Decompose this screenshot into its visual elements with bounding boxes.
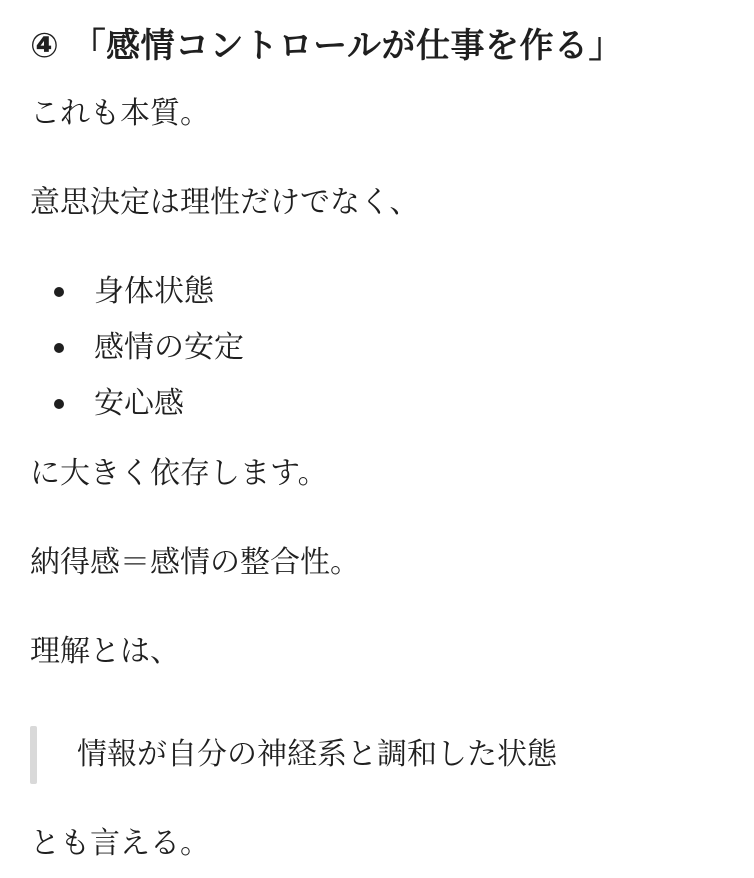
quote-bar bbox=[30, 726, 37, 784]
paragraph-conviction: 納得感＝感情の整合性。 bbox=[30, 545, 360, 580]
paragraph-dependence: に大きく依存します。 bbox=[30, 456, 328, 491]
blockquote bbox=[30, 726, 710, 784]
list-item-text: 安心感 bbox=[94, 386, 184, 421]
paragraph-understanding: 理解とは、 bbox=[30, 634, 180, 669]
bullet-icon bbox=[54, 399, 64, 409]
paragraph-decision: 意思決定は理性だけでなく、 bbox=[30, 185, 420, 220]
bullet-icon bbox=[54, 343, 64, 353]
list-item-text: 身体状態 bbox=[94, 274, 214, 309]
bullet-icon bbox=[54, 287, 64, 297]
paragraph-conclusion: とも言える。 bbox=[30, 826, 210, 861]
section-heading: ④ 「感情コントロールが仕事を作る」 bbox=[30, 26, 623, 66]
list-item-text: 感情の安定 bbox=[94, 330, 244, 365]
quote-text: 情報が自分の神経系と調和した状態 bbox=[77, 737, 557, 772]
paragraph-essence: これも本質。 bbox=[30, 96, 210, 131]
